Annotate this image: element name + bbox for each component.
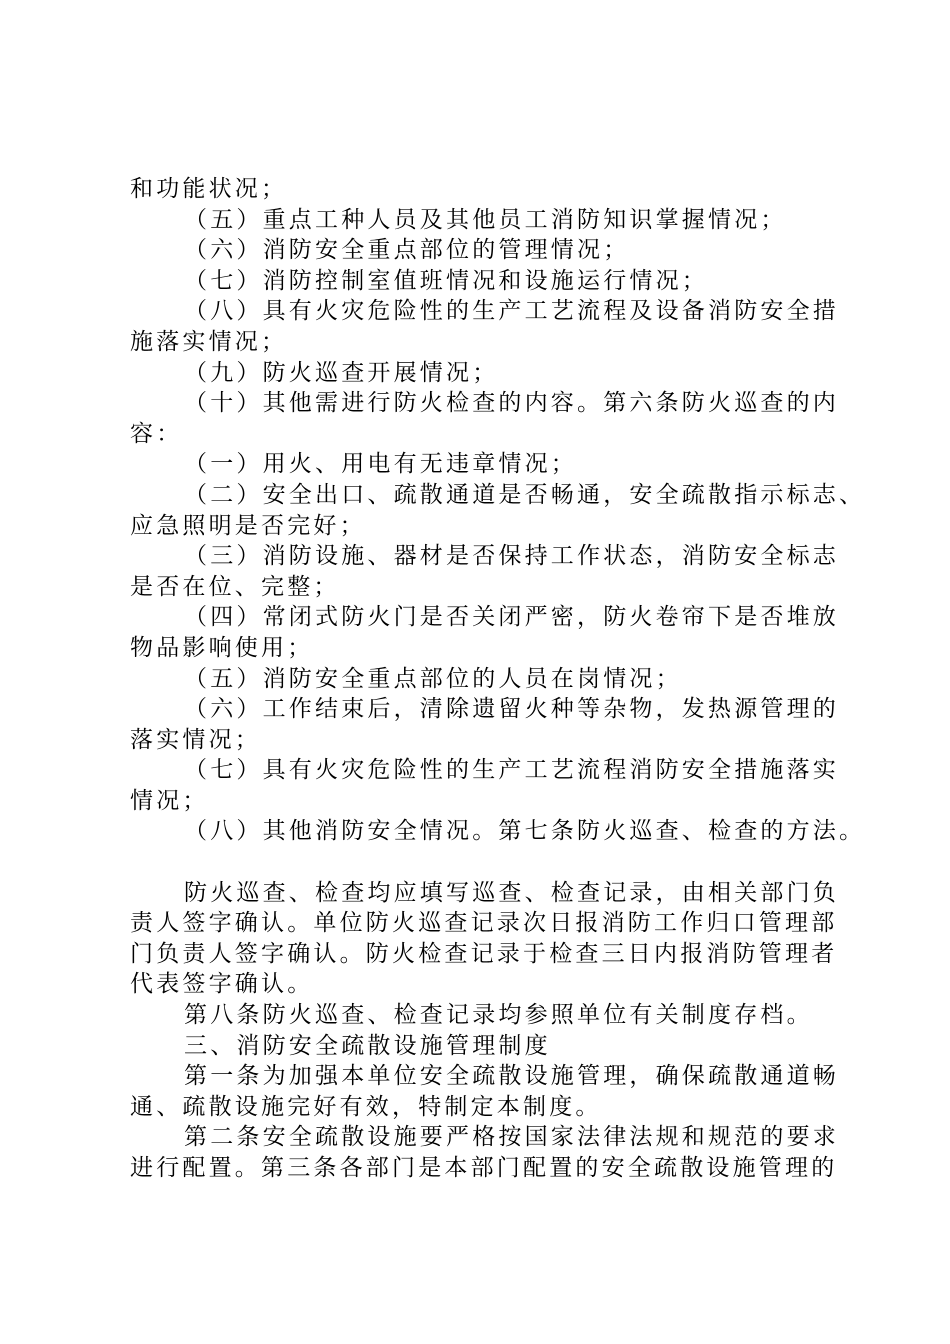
text-line: 和功能状况；	[130, 176, 288, 202]
text-line: 责人签字确认。单位防火巡查记录次日报消防工作归口管理部	[130, 910, 838, 937]
text-line: 是否在位、完整；	[130, 573, 340, 600]
text-line: 应急照明是否完好；	[130, 512, 366, 539]
text-line: （七）具有火灾危险性的生产工艺流程消防安全措施落实	[184, 757, 839, 784]
paragraph-gap	[130, 847, 830, 878]
text-line: 第一条为加强本单位安全疏散设施管理，确保疏散通道畅	[184, 1063, 839, 1090]
text-line: 通、疏散设施完好有效，特制定本制度。	[130, 1093, 602, 1120]
text-line: 施落实情况；	[130, 328, 288, 355]
text-line: （五）重点工种人员及其他员工消防知识掌握情况；	[184, 206, 787, 233]
text-line: 进行配置。第三条各部门是本部门配置的安全疏散设施管理的	[130, 1155, 838, 1181]
text-line: 物品影响使用；	[130, 634, 314, 661]
text-line: （七）消防控制室值班情况和设施运行情况；	[184, 267, 708, 294]
text-line: （九）防火巡查开展情况；	[184, 359, 499, 386]
text-line: （十）其他需进行防火检查的内容。第六条防火巡查的内	[184, 390, 839, 417]
text-line: （三）消防设施、器材是否保持工作状态，消防安全标志	[184, 543, 839, 570]
text-line: （四）常闭式防火门是否关闭严密，防火卷帘下是否堆放	[184, 604, 839, 631]
text-line: （八）其他消防安全情况。第七条防火巡查、检查的方法。	[184, 818, 866, 845]
text-line: 门负责人签字确认。防火检查记录于检查三日内报消防管理者	[130, 940, 838, 967]
text-line: 落实情况；	[130, 726, 261, 753]
text-line: 第二条安全疏散设施要严格按国家法律法规和规范的要求	[184, 1124, 839, 1151]
text-line: （一）用火、用电有无违章情况；	[184, 451, 577, 478]
text-line: 容：	[130, 420, 183, 447]
text-line: （六）工作结束后，清除遗留火种等杂物，发热源管理的	[184, 696, 839, 723]
text-line: 代表签字确认。	[130, 971, 314, 998]
section-heading: 三、消防安全疏散设施管理制度	[184, 1032, 551, 1059]
document-body	[130, 174, 866, 1184]
text-line: （六）消防安全重点部位的管理情况；	[184, 237, 630, 264]
text-line: 防火巡查、检查均应填写巡查、检查记录，由相关部门负	[184, 879, 839, 906]
text-line: （五）消防安全重点部位的人员在岗情况；	[184, 665, 682, 692]
text-line: 情况；	[130, 787, 209, 814]
text-line: 第八条防火巡查、检查记录均参照单位有关制度存档。	[184, 1002, 813, 1029]
text-line: （二）安全出口、疏散通道是否畅通，安全疏散指示标志、	[184, 481, 866, 508]
text-line: （八）具有火灾危险性的生产工艺流程及设备消防安全措	[184, 298, 839, 325]
